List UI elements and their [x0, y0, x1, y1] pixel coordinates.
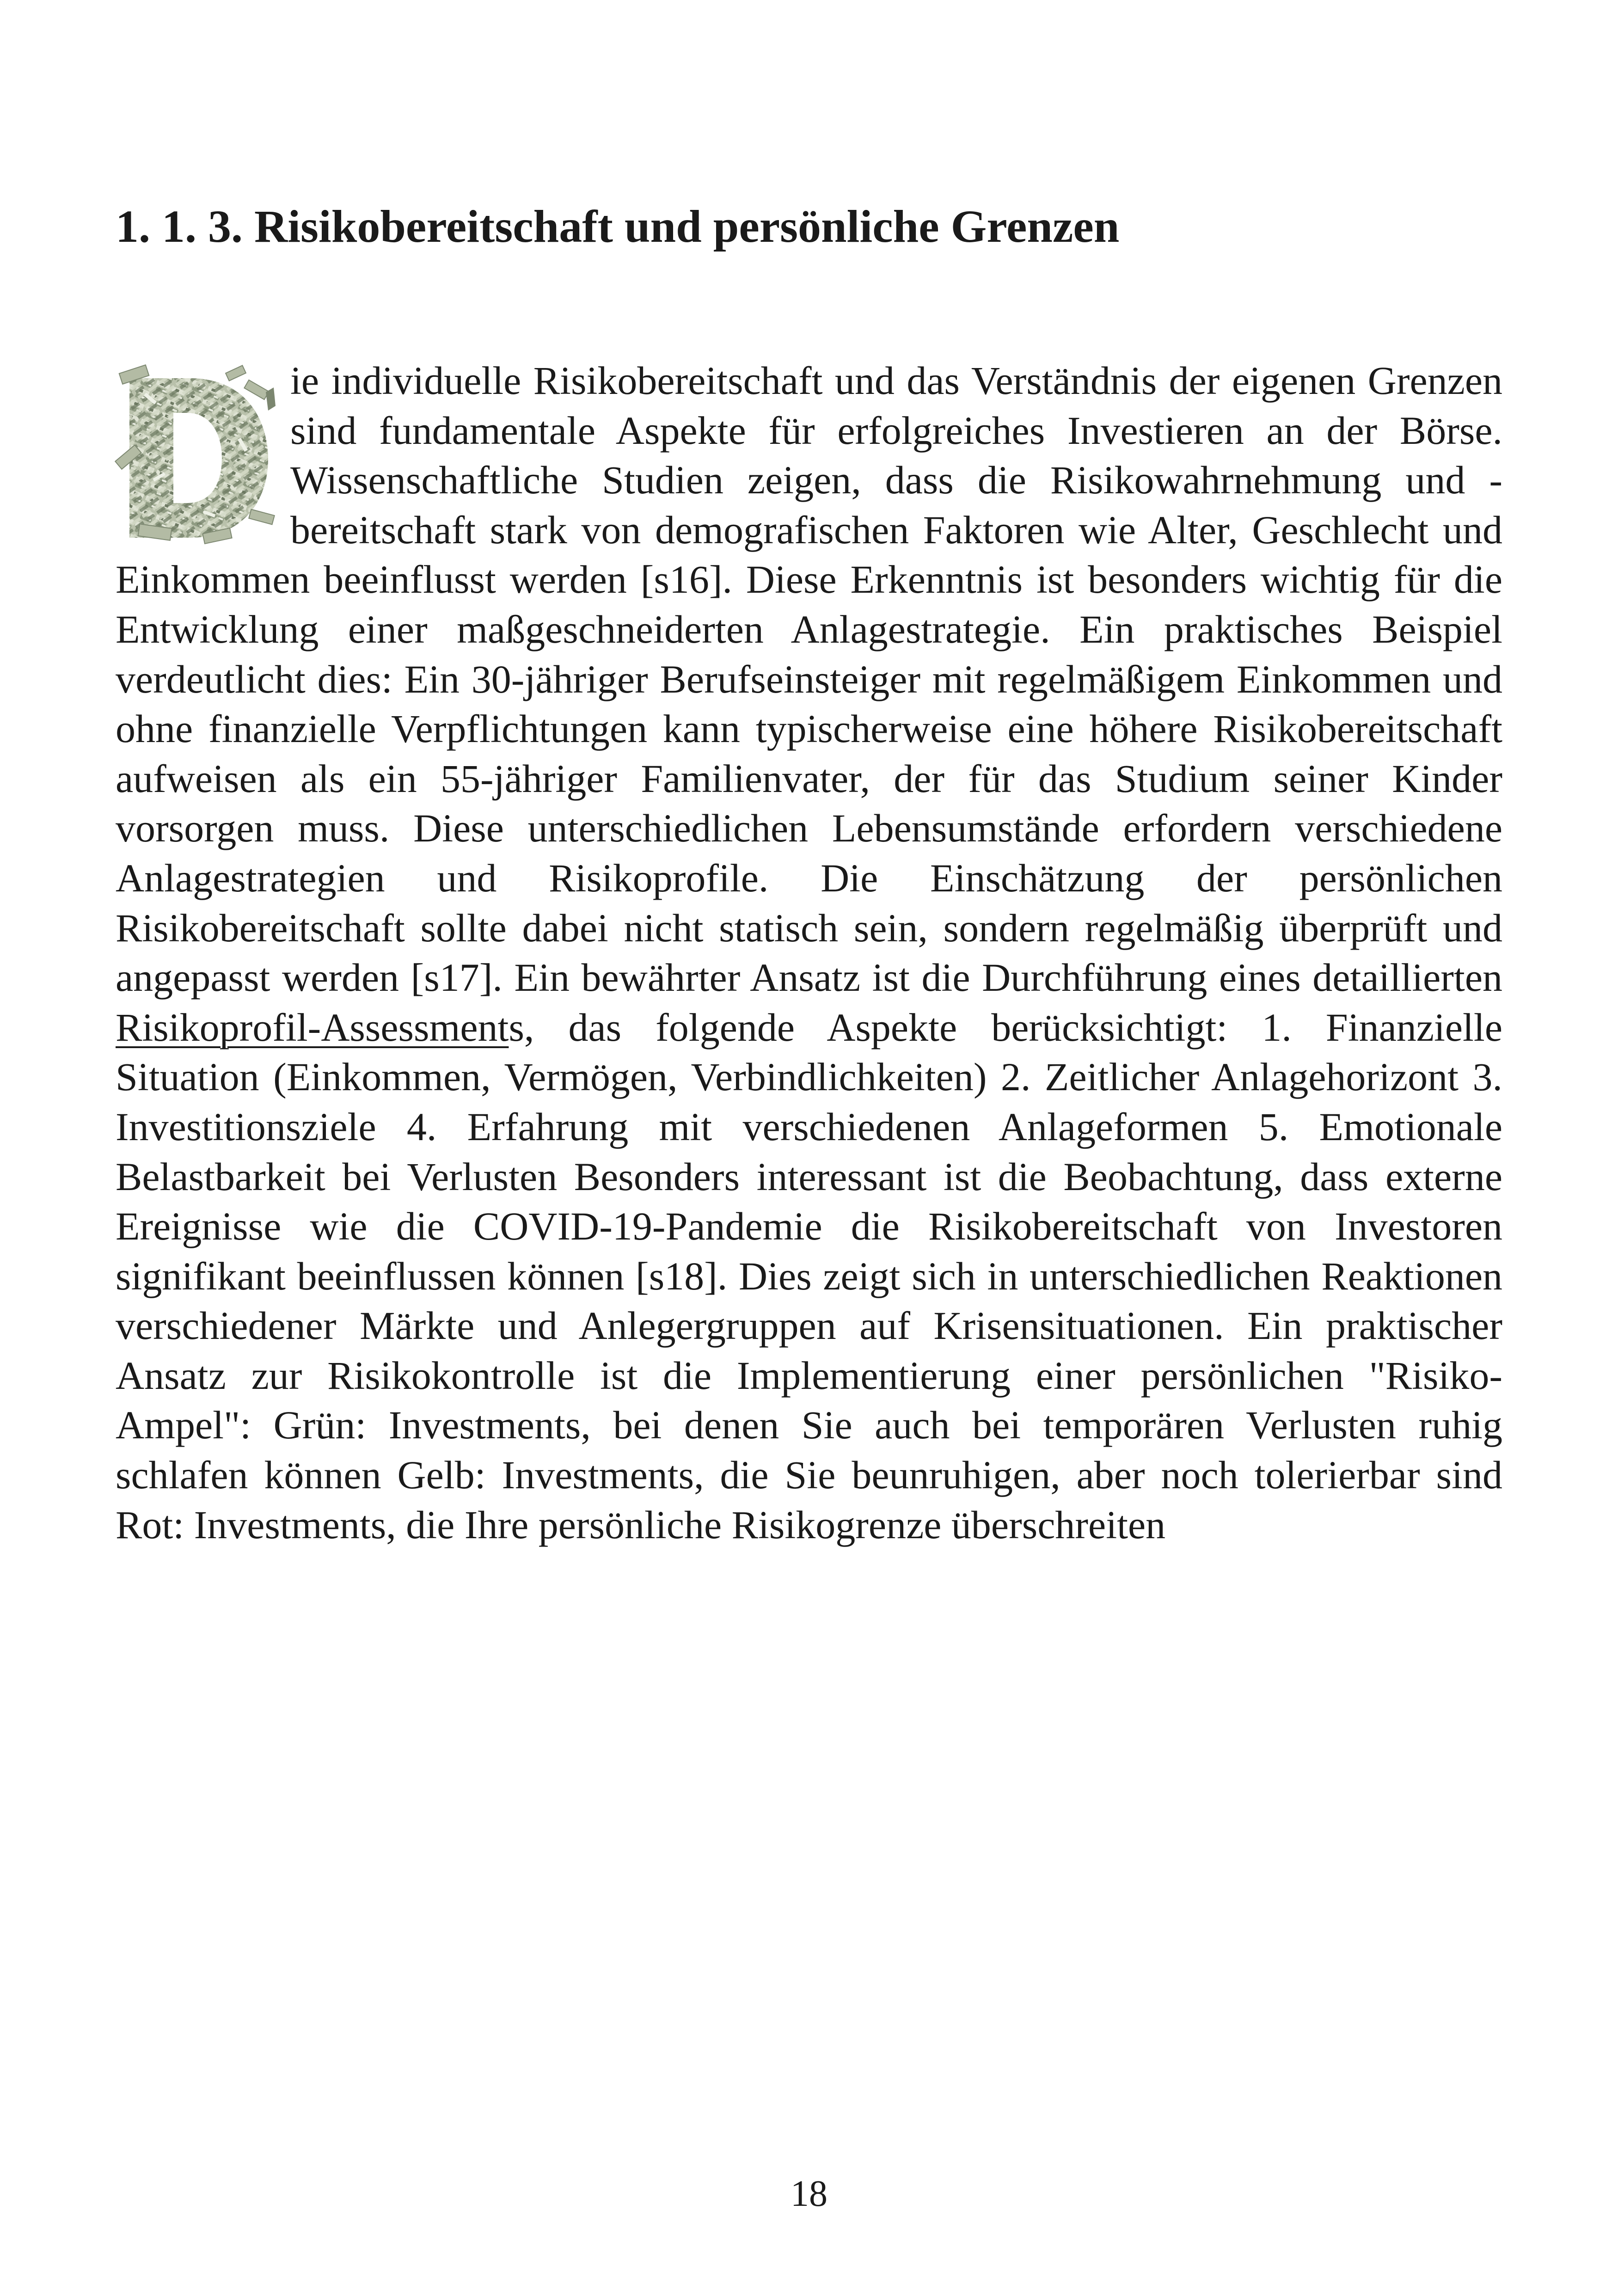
banknote-letter-d-icon	[111, 360, 277, 554]
body-text-part-1: ie individuelle Risikobereitschaft und das Verständnis der eigenen Grenzen sind fundamentale Aspekte für erfolgreiches Investieren an der Börse. Wissenschaftliche Studien zeigen, dass die Risikowahrnehmung und -bereitschaft stark von demografischen Faktoren wie Alter, Geschlecht und Einkommen beeinflusst werden [s16]. Diese Erkenntnis ist besonders wichtig für die Entwicklung einer maßgeschneiderten Anlagestrategie. Ein praktisches Beispiel verdeutlicht dies: Ein 30-jähriger Berufseinsteiger mit regelmäßigem Einkommen und ohne finanzielle Verpflichtungen kann typischerweise eine höhere Risikobereitschaft aufweisen als ein 55-jähriger Familienvater, der für das Studium seiner Kinder vorsorgen muss. Diese unterschiedlichen Lebensumstände erfordern verschiedene Anlagestrategien und Risikoprofile. Die Einschätzung der persönlichen Risikobereitschaft sollte dabei nicht statisch sein, sondern regelmäßig überprüft und angepasst werden [s17]. Ein bewährter Ansatz ist die Durchführung eines detaillierten	[116, 358, 1502, 1000]
risikoprofil-assessment-link[interactable]: Risikoprofil-Assessment	[116, 1005, 509, 1050]
dropcap-image	[111, 360, 277, 554]
body-paragraph	[116, 356, 1502, 1550]
body-text-part-2: s, das folgende Aspekte berücksichtigt: 1. Finanzielle Situation (Einkommen, Vermögen, Verbindlichkeiten) 2. Zeitlicher Anlagehorizont 3. Investitionsziele 4. Erfahrung mit verschiedenen Anlageformen 5. Emotionale Belastbarkeit bei Verlusten Besonders interessant ist die Beobachtung, dass externe Ereignisse wie die COVID-19-Pandemie die Risikobereitschaft von Investoren signifikant beeinflussen können [s18]. Dies zeigt sich in unterschiedlichen Reaktionen verschiedener Märkte und Anlegergruppen auf Krisensituationen. Ein praktischer Ansatz zur Risikokontrolle ist die Implementierung einer persönlichen "Risiko-Ampel": Grün: Investments, bei denen Sie auch bei temporären Verlusten ruhig schlafen können Gelb: Investments, die Sie beunruhigen, aber noch tolerierbar sind Rot: Investments, die Ihre persönliche Risikogrenze überschreiten	[116, 1005, 1502, 1547]
section-heading: 1. 1. 3. Risikobereitschaft und persönliche Grenzen	[116, 201, 1120, 252]
page-number: 18	[791, 2173, 827, 2214]
